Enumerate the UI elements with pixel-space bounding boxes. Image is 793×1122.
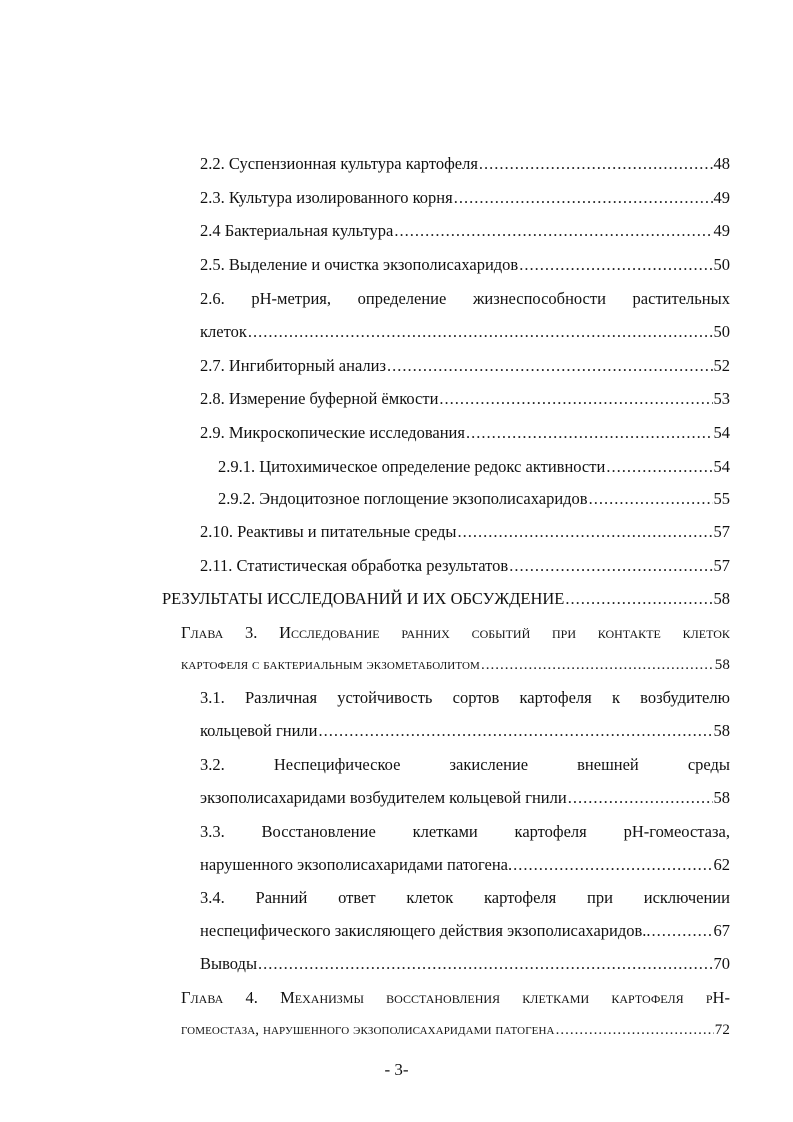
toc-entry-2-6-line2[interactable] [200,320,730,344]
toc-chapter-3-line2[interactable] [181,653,730,677]
toc-entry-title: 2.10. Реактивы и питательные среды [200,522,457,541]
toc-word: Различная [244,688,318,707]
toc-entry-2-11[interactable] [200,554,730,578]
toc-word: Ранний [255,888,308,907]
toc-page-number: 50 [713,322,730,341]
toc-word: клеток [406,888,454,907]
dot-leader [513,853,712,877]
toc-entry-3-2-line1[interactable] [200,753,730,777]
toc-entry-title: 2.8. Измерение буферной ёмкости [200,389,439,408]
toc-entry-title: экзополисахаридами возбудителем кольцевой гнили [200,788,567,807]
dot-leader [565,587,712,611]
dot-leader [481,653,714,677]
toc-entry-2-9-2[interactable] [218,487,730,511]
toc-entry-title: 2.4 Бактериальная культура [200,221,394,240]
toc-word: устойчивость [337,688,433,707]
dot-leader [454,186,713,210]
toc-entry-2-9[interactable] [200,421,730,445]
toc-word: при [587,888,613,907]
toc-word: 3. [245,623,258,642]
toc-word: исключении [643,888,730,907]
toc-page-number: 58 [713,589,730,608]
toc-entry-title: 2.9. Микроскопические исследования [200,423,465,442]
toc-page-number: 58 [714,657,730,673]
toc-word: Исследование [279,623,380,642]
dot-leader [589,487,713,511]
toc-entry-title: нарушенного экзополисахаридами патогена. [200,855,513,874]
toc-page-number: 48 [713,154,730,173]
toc-word: контакте [597,623,661,642]
toc-word: ранних [401,623,450,642]
toc-word: Механизмы [280,988,364,1007]
dot-leader [479,152,713,176]
toc-entry-title: РЕЗУЛЬТАТЫ ИССЛЕДОВАНИЙ И ИХ ОБСУЖДЕНИЕ [162,589,565,608]
toc-page-number: 72 [714,1022,730,1038]
toc-entry-2-6-line1[interactable] [200,287,730,311]
toc-entry-title: Выводы [200,954,258,973]
toc-word: 2.6. [200,289,225,308]
toc-page-number: 55 [713,489,730,508]
toc-word: при [552,623,577,642]
toc-chapter-3-line1[interactable] [181,621,730,645]
toc-entry-3-1-line2[interactable] [200,719,730,743]
dot-leader [458,520,713,544]
dot-leader [568,786,713,810]
toc-page-number: 58 [713,721,730,740]
toc-word: 3.2. [200,755,225,774]
toc-word: картофеля [519,688,592,707]
toc-word: картофеля [611,988,684,1007]
dot-leader [556,1018,714,1042]
dot-leader [319,719,713,743]
toc-word: клетками [412,822,478,841]
toc-entry-title: 2.3. Культура изолированного корня [200,188,453,207]
toc-page-number: 49 [713,221,730,240]
dot-leader [248,320,713,344]
dot-leader [606,455,712,479]
dot-leader [387,354,712,378]
toc-entry-3-2-line2[interactable] [200,786,730,810]
toc-word: закисление [449,755,529,774]
toc-page-number: 54 [713,423,730,442]
toc-entry-2-4[interactable] [200,219,730,243]
toc-word: клеток [682,623,730,642]
toc-word: Глава [181,623,224,642]
toc-word: клетками [522,988,590,1007]
toc-page-number: 58 [713,788,730,807]
toc-word: Неспецифическое [273,755,401,774]
toc-entry-title: картофеля с бактериальным экзометаболитом [181,657,480,673]
toc-chapter-4-line1[interactable] [181,986,730,1010]
toc-entry-2-9-1[interactable] [218,455,730,479]
toc-entry-title: клеток [200,322,247,341]
toc-entry-results[interactable] [162,587,730,611]
toc-entry-3-3-line2[interactable] [200,853,730,877]
toc-chapter-4-line2[interactable] [181,1018,730,1042]
toc-word: жизнеспособности [472,289,606,308]
toc-page-number: 54 [713,457,730,476]
page-number: - 3- [384,1060,409,1079]
toc-entry-2-5[interactable] [200,253,730,277]
toc-entry-3-4-line1[interactable] [200,886,730,910]
toc-entry-title: 2.5. Выделение и очистка экзополисахаридов [200,255,519,274]
toc-entry-title: неспецифического закисляющего действия экзополисахаридов.. [200,921,651,940]
toc-word: внешней [577,755,639,774]
toc-entry-3-3-line1[interactable] [200,820,730,844]
toc-word: 4. [245,988,258,1007]
dot-leader [258,952,712,976]
toc-word: возбудителю [640,688,730,707]
toc-word: картофеля [514,822,587,841]
toc-entry-title: 2.2. Суспензионная культура картофеля [200,154,478,173]
dot-leader [439,387,712,411]
dot-leader [466,421,713,445]
toc-word: сортов [452,688,500,707]
toc-word: Восстановление [261,822,376,841]
toc-word: 3.1. [200,688,225,707]
toc-word: 3.4. [200,888,225,907]
toc-page-number: 50 [713,255,730,274]
toc-word: pH-гомеостаза, [623,822,730,841]
toc-page-number: 70 [713,954,730,973]
toc-word: 3.3. [200,822,225,841]
toc-word: среды [687,755,730,774]
toc-page-number: 62 [713,855,730,874]
toc-page-number: 57 [713,522,730,541]
toc-entry-title: кольцевой гнили [200,721,318,740]
dot-leader [509,554,712,578]
dot-leader [394,219,712,243]
toc-entry-title: гомеостаза, нарушенного экзополисахаридами патогена [181,1022,555,1038]
toc-word: растительных [632,289,730,308]
toc-word: событий [471,623,531,642]
dot-leader [652,919,713,943]
toc-page-number: 49 [713,188,730,207]
toc-word: pH-метрия, [251,289,332,308]
dot-leader [519,253,712,277]
toc-word: ответ [338,888,376,907]
toc-entry-title: 2.9.1. Цитохимическое определение редокс активности [218,457,606,476]
toc-word: к [611,688,620,707]
toc-word: восстановления [386,988,501,1007]
toc-entry-3-4-line2[interactable] [200,919,730,943]
toc-entry-title: 2.7. Ингибиторный анализ [200,356,387,375]
toc-word: pH- [705,988,730,1007]
toc-word: Глава [181,988,224,1007]
toc-word: картофеля [484,888,557,907]
toc-page-number: 67 [713,921,730,940]
toc-entry-2-7[interactable] [200,354,730,378]
toc-entry-title: 2.9.2. Эндоцитозное поглощение экзополисахаридов [218,489,588,508]
toc-entry-conclusions[interactable] [200,952,730,976]
toc-entry-3-1-line1[interactable] [200,686,730,710]
toc-entry-title: 2.11. Статистическая обработка результатов [200,556,509,575]
toc-entry-2-10[interactable] [200,520,730,544]
toc-word: определение [357,289,447,308]
toc-page-number: 52 [713,356,730,375]
toc-entry-2-3[interactable] [200,186,730,210]
toc-page-number: 53 [713,389,730,408]
toc-page-number: 57 [713,556,730,575]
toc-entry-2-2[interactable] [200,152,730,176]
toc-entry-2-8[interactable] [200,387,730,411]
